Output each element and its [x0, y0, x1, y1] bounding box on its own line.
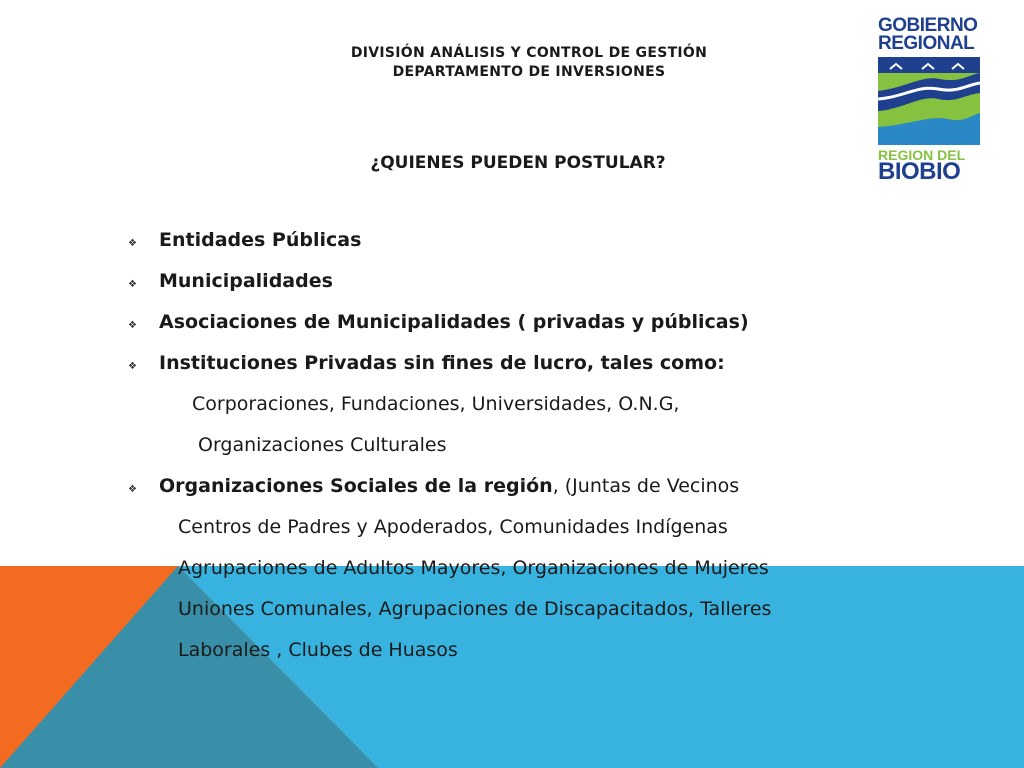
- list-item-municipalidades: Municipalidades: [159, 270, 333, 292]
- list-subitem-culturales: Organizaciones Culturales: [198, 434, 447, 456]
- list-subitem-corporaciones: Corporaciones, Fundaciones, Universidades, O.N.G,: [192, 393, 680, 415]
- logo-text-biobio: BIOBIO: [878, 158, 961, 185]
- bullet-icon: ❖: [128, 320, 137, 331]
- list-subitem-laborales: Laborales , Clubes de Huasos: [178, 639, 458, 661]
- header-division: DIVISIÓN ANÁLISIS Y CONTROL DE GESTIÓN: [350, 45, 708, 61]
- question-heading: ¿QUIENES PUEDEN POSTULAR?: [370, 153, 666, 173]
- list-subitem-agrupaciones: Agrupaciones de Adultos Mayores, Organizaciones de Mujeres: [178, 557, 769, 579]
- list-item-organizaciones-bold: Organizaciones Sociales de la región: [159, 475, 553, 497]
- logo-text-regional: REGIONAL: [878, 33, 975, 54]
- header-department: DEPARTAMENTO DE INVERSIONES: [392, 64, 666, 80]
- bullet-icon: ❖: [128, 361, 137, 372]
- list-subitem-centros: Centros de Padres y Apoderados, Comunidades Indígenas: [178, 516, 728, 538]
- bullet-icon: ❖: [128, 279, 137, 290]
- logo-text-gobierno: GOBIERNO: [878, 15, 978, 36]
- list-item-instituciones: Instituciones Privadas sin fines de lucro, tales como:: [159, 352, 725, 374]
- list-subitem-uniones: Uniones Comunales, Agrupaciones de Discapacitados, Talleres: [178, 598, 772, 620]
- list-item-organizaciones-rest: , (Juntas de Vecinos: [552, 475, 740, 497]
- bullet-icon: ❖: [128, 484, 137, 495]
- list-item-entidades: Entidades Públicas: [159, 229, 362, 251]
- logo-text-region-del: REGION DEL: [878, 147, 966, 163]
- bullet-icon: ❖: [128, 238, 137, 249]
- list-item-asociaciones: Asociaciones de Municipalidades ( privadas y públicas): [159, 311, 749, 333]
- list-item-organizaciones: [159, 474, 739, 498]
